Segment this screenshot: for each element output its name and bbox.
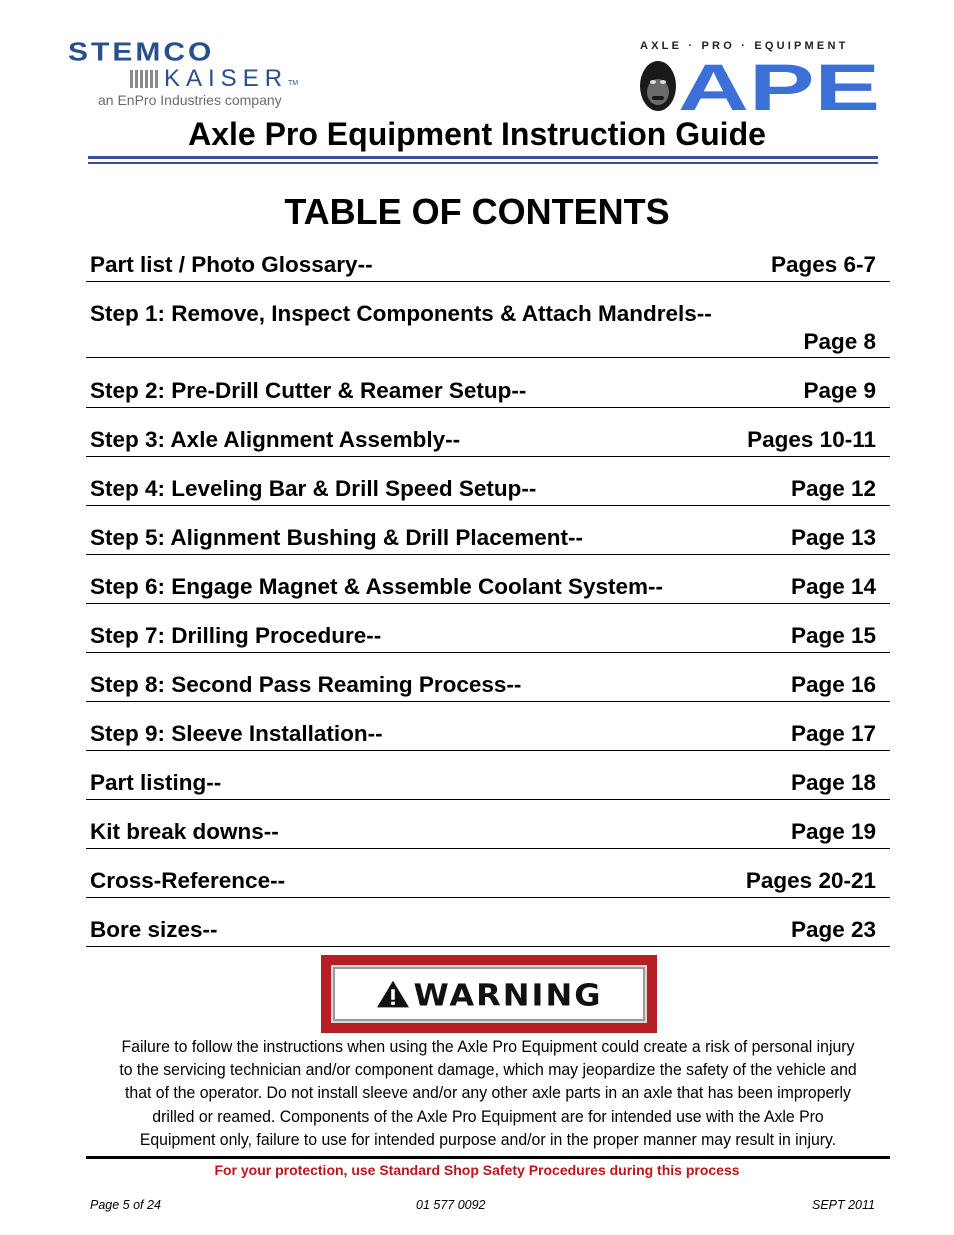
safety-note: For your protection, use Standard Shop Safety Procedures during this process	[214, 1162, 740, 1178]
toc-entry-page: Pages 20-21	[745, 868, 876, 893]
ape-logo	[638, 40, 882, 112]
toc-entry[interactable]	[86, 425, 890, 457]
kaiser-row	[130, 67, 298, 91]
toc-entry-label: Kit break downs--	[90, 819, 279, 844]
toc-entry-label: Step 3: Axle Alignment Assembly--	[90, 427, 461, 452]
toc-entry[interactable]	[86, 817, 890, 849]
document-date: SEPT 2011	[811, 1198, 875, 1212]
footer-rule	[86, 1156, 890, 1159]
gorilla-head-icon	[640, 61, 676, 111]
toc-entry-label: Step 6: Engage Magnet & Assemble Coolant System--	[90, 574, 664, 599]
warning-sign	[321, 955, 657, 1033]
ape-wordmark: APE	[678, 58, 880, 112]
toc-entry-label: Step 2: Pre-Drill Cutter & Reamer Setup--	[90, 378, 527, 403]
toc-entry-label: Step 1: Remove, Inspect Components & Attach Mandrels--	[90, 301, 712, 326]
document-title: Axle Pro Equipment Instruction Guide	[188, 116, 766, 152]
kaiser-wordmark: KAISER	[164, 65, 289, 92]
toc-entry-label: Step 4: Leveling Bar & Drill Speed Setup--	[90, 476, 537, 501]
stemco-kaiser-logo	[68, 40, 338, 112]
toc-entry-label: Part list / Photo Glossary--	[90, 252, 373, 277]
toc-entry-label: Cross-Reference--	[90, 868, 286, 893]
stemco-wordmark: STEMCO	[68, 38, 215, 67]
page-number: Page 5 of 24	[90, 1198, 161, 1212]
toc-entry[interactable]	[86, 474, 890, 506]
toc-entry[interactable]	[86, 621, 890, 653]
warning-sign-panel	[331, 965, 647, 1023]
toc-entry[interactable]	[86, 299, 890, 358]
trademark-symbol: TM	[288, 80, 299, 87]
toc-entry-page: Page 18	[790, 770, 876, 795]
ape-mark	[638, 58, 882, 112]
toc-entry[interactable]	[86, 572, 890, 604]
toc-entry-page: Page 15	[790, 623, 876, 648]
toc-entry-page: Page 23	[790, 917, 876, 942]
toc-heading: TABLE OF CONTENTS	[284, 191, 670, 232]
toc-entry-label: Bore sizes--	[90, 917, 218, 942]
toc-entry[interactable]	[86, 250, 890, 282]
toc-entry[interactable]	[86, 866, 890, 898]
warning-sign-text	[333, 978, 645, 1012]
toc-entry-page: Page 12	[790, 476, 876, 501]
kaiser-bars-icon	[130, 70, 158, 88]
toc-entry-page: Pages 6-7	[770, 252, 876, 277]
document-number: 01 577 0092	[416, 1198, 486, 1212]
ape-tagline: AXLE · PRO · EQUIPMENT	[640, 40, 849, 52]
toc-entry-page: Page 14	[790, 574, 876, 599]
toc-entry[interactable]	[86, 376, 890, 408]
toc-entry-page: Page 9	[803, 378, 876, 403]
toc-entry-page: Page 19	[790, 819, 876, 844]
toc-entry-label: Part listing--	[90, 770, 222, 795]
toc-entry-label: Step 9: Sleeve Installation--	[90, 721, 383, 746]
toc-entry[interactable]	[86, 670, 890, 702]
enpro-tagline: an EnPro Industries company	[98, 92, 282, 108]
title-double-rule	[88, 156, 878, 164]
toc-entry-page: Page 17	[790, 721, 876, 746]
toc-entry[interactable]	[86, 719, 890, 751]
toc-entry-page: Page 8	[803, 329, 876, 354]
toc-entry-page: Page 13	[790, 525, 876, 550]
toc-entry-page: Pages 10-11	[747, 427, 876, 452]
toc-entry-label: Step 5: Alignment Bushing & Drill Placement--	[90, 525, 583, 550]
toc-entry[interactable]	[86, 768, 890, 800]
toc-entry-page: Page 16	[790, 672, 876, 697]
toc-entry-label: Step 7: Drilling Procedure--	[90, 623, 382, 648]
warning-sign-label: WARNING	[413, 976, 603, 1014]
toc-entry-label: Step 8: Second Pass Reaming Process--	[90, 672, 522, 697]
warning-triangle-icon	[376, 980, 410, 1009]
warning-paragraph: Failure to follow the instructions when using the Axle Pro Equipment could create a risk of personal injury to the servicing technician and/or component damage, which may jeopardize the safety of the vehicle and that of the operator. Do not install sleeve and/or any other axle parts in an axle that has been improperly drilled or reamed. Components of the Axle Pro Equipment are for intended use with the Axle Pro Equipment only, failure to use for intended purpose and/or in the proper manner may result in injury.	[119, 1037, 857, 1149]
toc-entry[interactable]	[86, 523, 890, 555]
toc-entry[interactable]	[86, 915, 890, 947]
